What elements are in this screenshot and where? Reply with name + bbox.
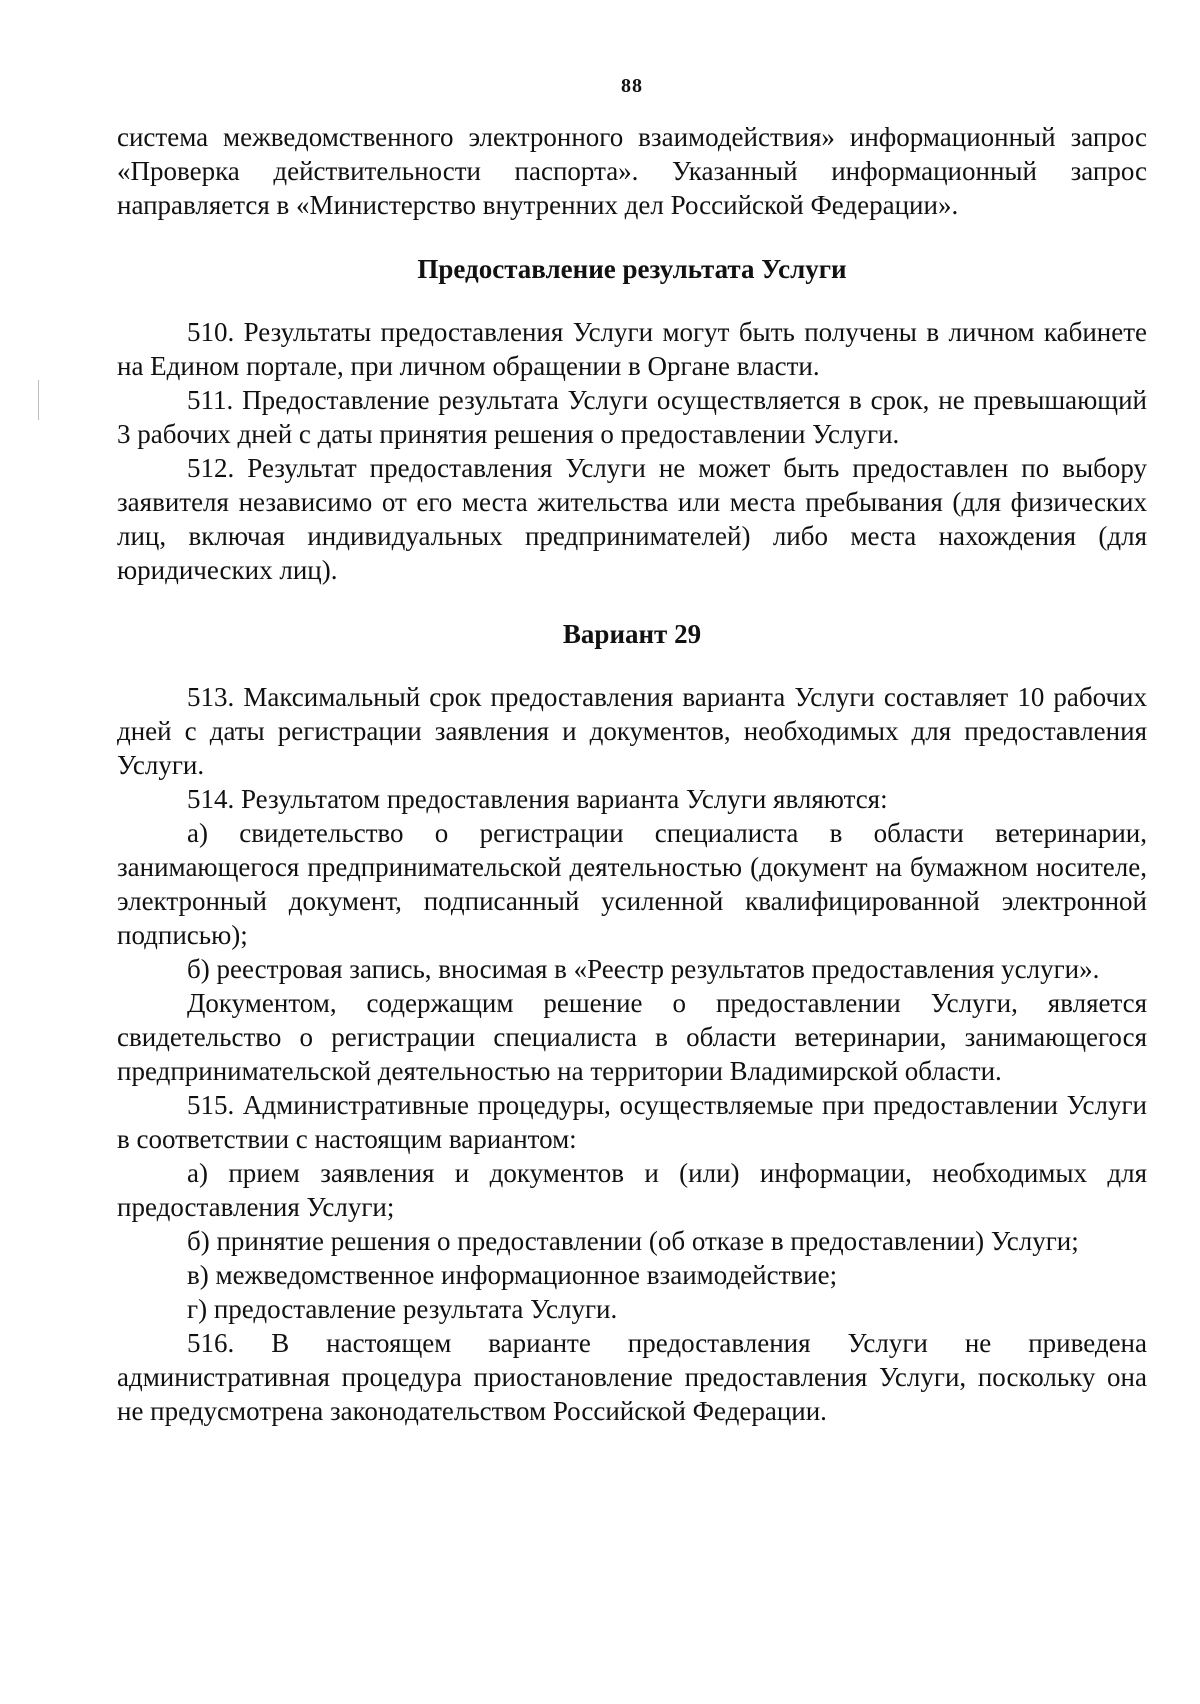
paragraph-515-v: в) межведомственное информационное взаимодействие; — [187, 1260, 838, 1290]
scan-artifact-line — [38, 380, 39, 420]
intro-paragraph: система межведомственного электронного взаимодействия» информационный запрос «Проверка действительности паспорта». Указанный информационный запрос направляется в «Министерство внутренних дел Российской Федерации». — [117, 122, 1147, 220]
paragraph-514-a: а) свидетельство о регистрации специалиста в области ветеринарии, занимающегося предпринимательской деятельностью (документ на бумажном носителе, электронный документ, подписанный усиленной квалифицированной электронной подписью); — [117, 818, 1147, 950]
paragraph-514: 514. Результатом предоставления варианта Услуги являются: — [187, 784, 888, 814]
paragraph-513: 513. Максимальный срок предоставления варианта Услуги составляет 10 рабочих дней с даты регистрации заявления и документов, необходимых для предоставления Услуги. — [117, 682, 1147, 780]
paragraph-515-a: а) прием заявления и документов и (или) информации, необходимых для предоставления Услуги; — [117, 1158, 1147, 1222]
paragraph-515-g: г) предоставление результата Услуги. — [187, 1294, 618, 1324]
paragraph-515-b: б) принятие решения о предоставлении (об отказе в предоставлении) Услуги; — [187, 1226, 1079, 1256]
document-page — [117, 75, 1147, 1428]
paragraph-511: 511. Предоставление результата Услуги осуществляется в срок, не превышающий 3 рабочих дней с даты принятия решения о предоставлении Услуги. — [117, 385, 1147, 449]
paragraph-514-b: б) реестровая запись, вносимая в «Реестр результатов предоставления услуги». — [187, 954, 1100, 984]
section-heading-result: Предоставление результата Услуги — [417, 254, 847, 284]
section-heading-variant: Вариант 29 — [562, 619, 702, 649]
paragraph-510: 510. Результаты предоставления Услуги могут быть получены в личном кабинете на Едином портале, при личном обращении в Органе власти. — [117, 317, 1147, 381]
paragraph-514-document: Документом, содержащим решение о предоставлении Услуги, является свидетельство о регистрации специалиста в области ветеринарии, занимающегося предпринимательской деятельностью на территории Владимирской области. — [117, 988, 1147, 1086]
paragraph-516: 516. В настоящем варианте предоставления Услуги не приведена административная процедура приостановление предоставления Услуги, поскольку она не предусмотрена законодательством Российской Федерации. — [117, 1328, 1147, 1426]
page-number: 88 — [621, 75, 643, 97]
paragraph-515: 515. Административные процедуры, осуществляемые при предоставлении Услуги в соответствии с настоящим вариантом: — [117, 1090, 1147, 1154]
paragraph-512: 512. Результат предоставления Услуги не может быть предоставлен по выбору заявителя независимо от его места жительства или места пребывания (для физических лиц, включая индивидуальных предпринимателей) либо места нахождения (для юридических лиц). — [117, 453, 1147, 585]
